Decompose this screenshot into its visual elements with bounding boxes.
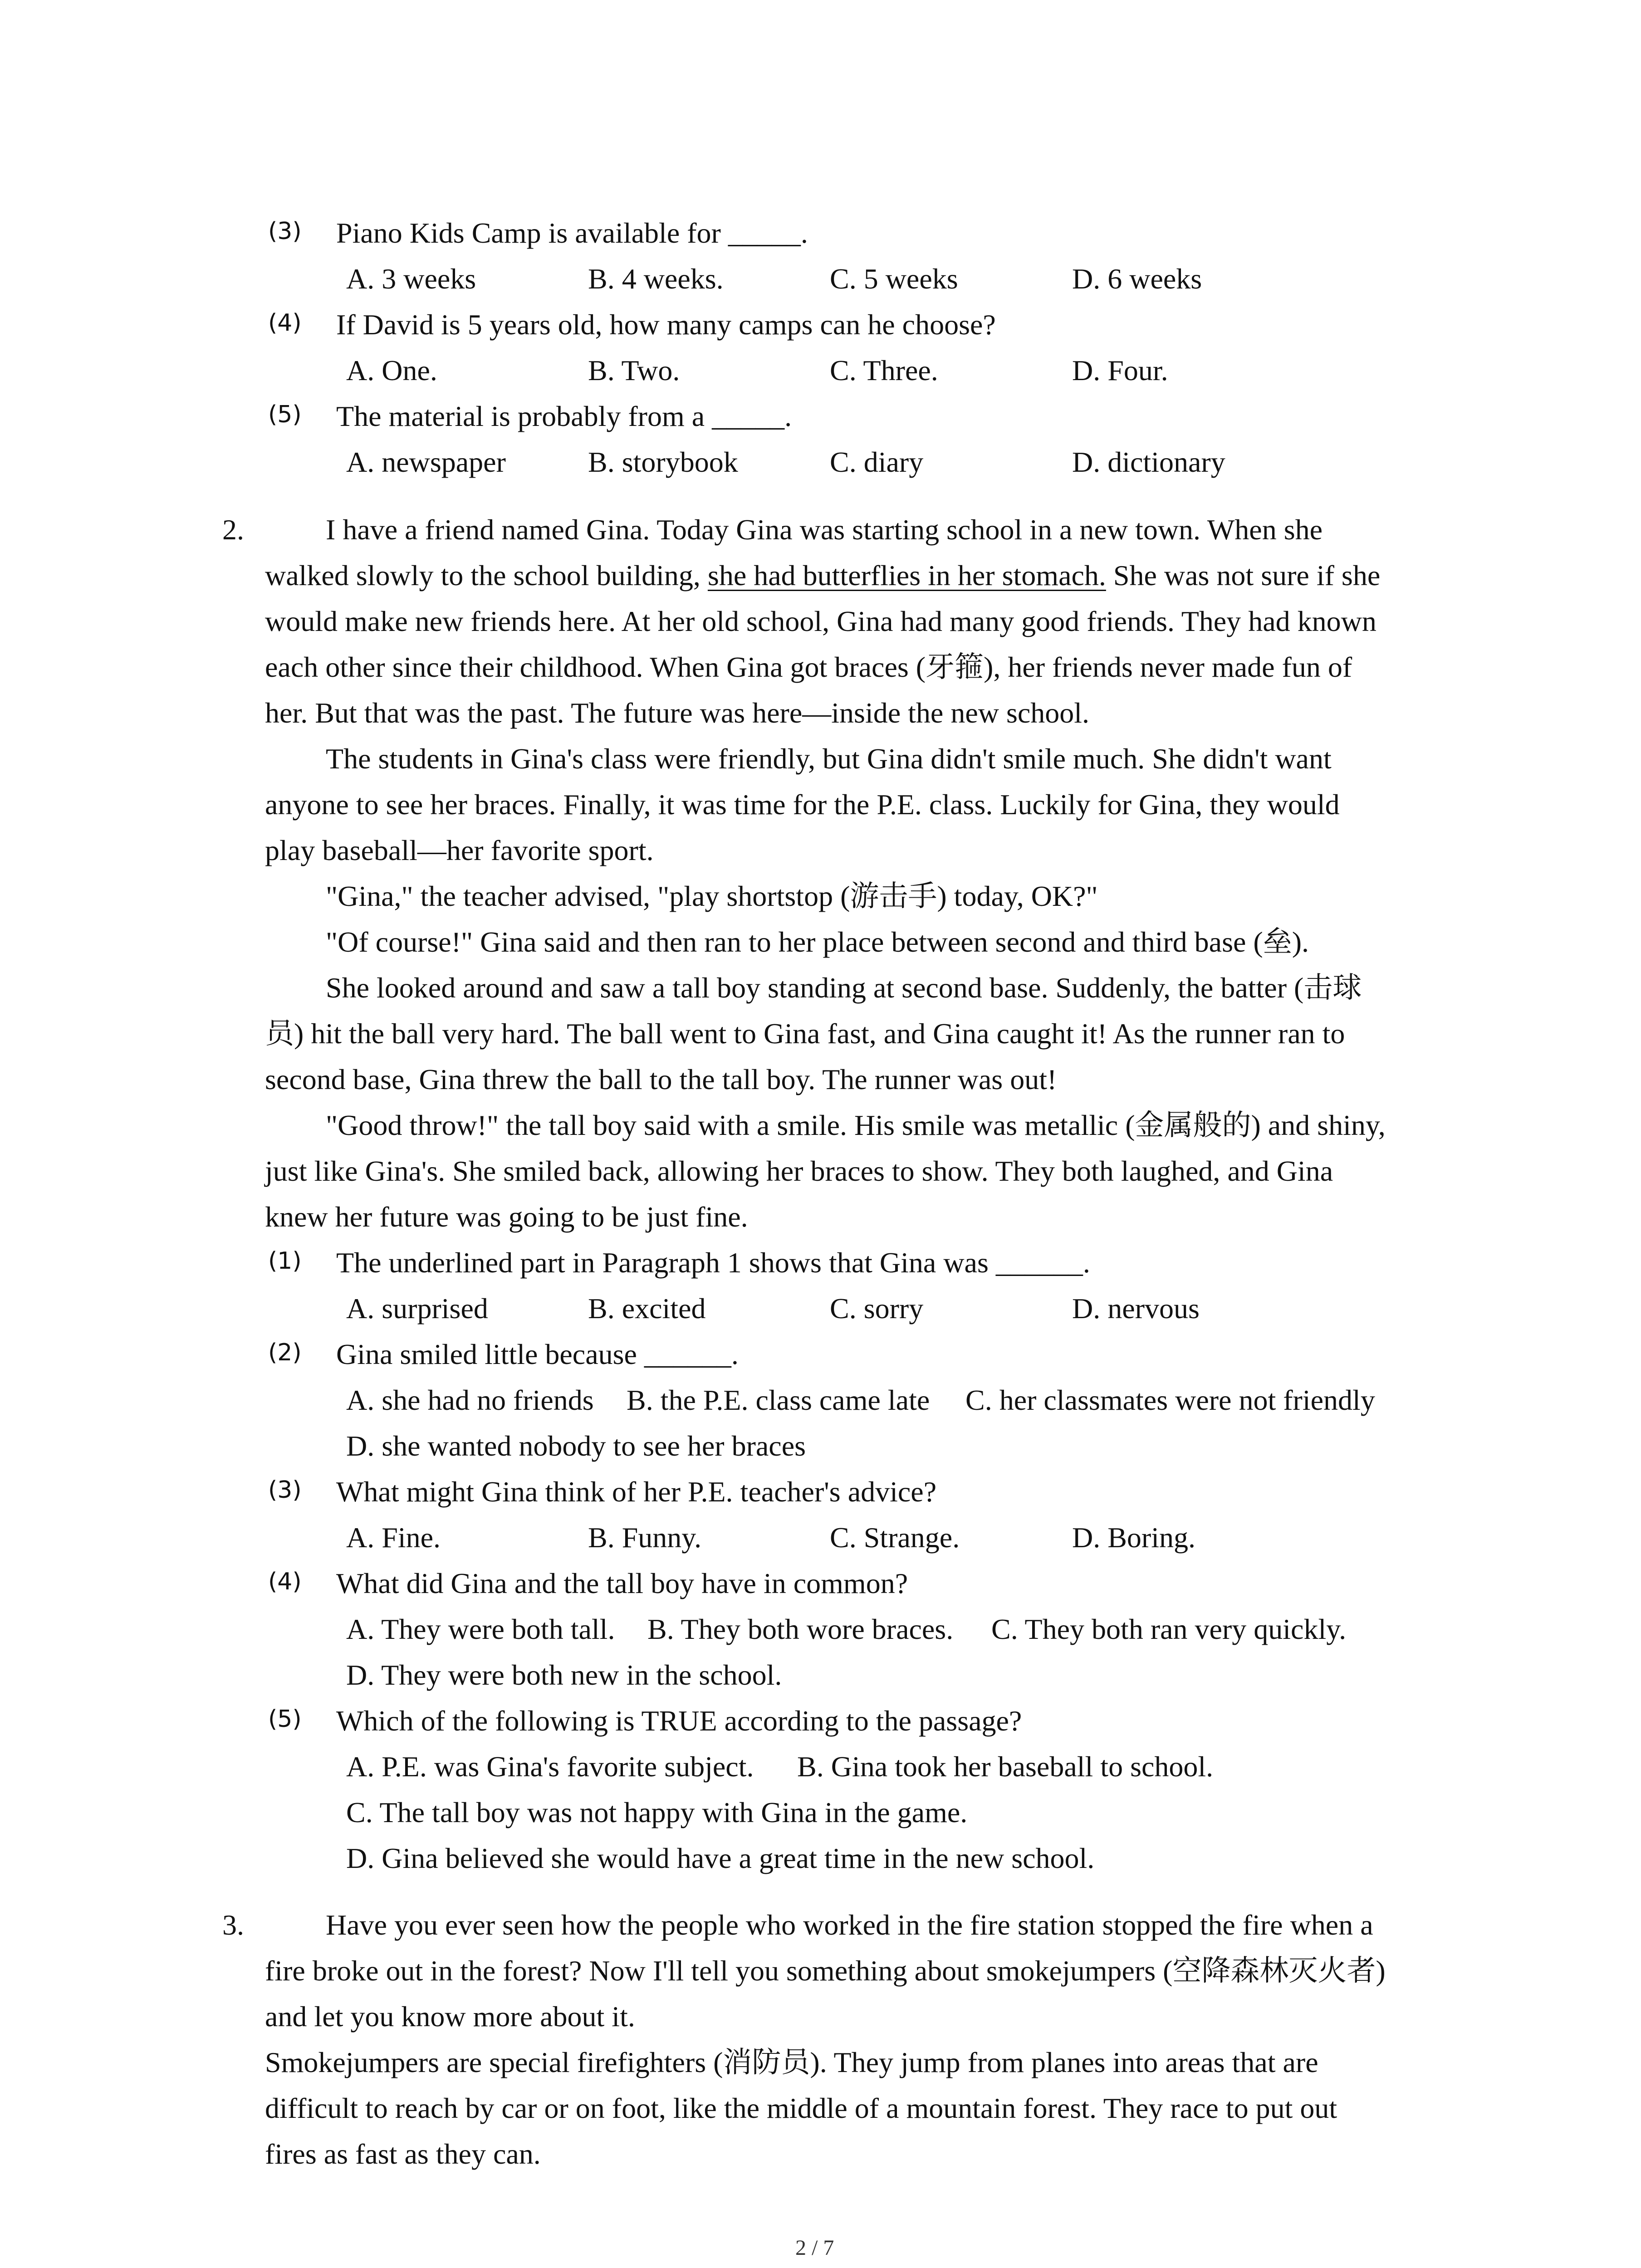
q2-passage-text: walked slowly to the school building, bbox=[265, 559, 708, 591]
q2-number: 2. bbox=[222, 513, 244, 546]
q1-item-3-number: (3) bbox=[268, 218, 302, 245]
q2-item-5-option-c: C. The tall boy was not happy with Gina in the game. bbox=[346, 1796, 968, 1828]
q2-item-1-option-b: B. excited bbox=[588, 1292, 706, 1325]
q2-item-2-option-a: A. she had no friends bbox=[346, 1384, 594, 1416]
q2-passage-line: her. But that was the past. The future was here—inside the new school. bbox=[265, 697, 1090, 729]
q2-item-5-option-b: B. Gina took her baseball to school. bbox=[797, 1750, 1214, 1783]
q2-passage-line: I have a friend named Gina. Today Gina was starting school in a new town. When she bbox=[326, 513, 1323, 546]
q2-item-4-number: (4) bbox=[268, 1568, 302, 1595]
q2-item-2-option-c: C. her classmates were not friendly bbox=[965, 1384, 1375, 1416]
q2-passage-line: "Good throw!" the tall boy said with a smile. His smile was metallic (金属般的) and shiny, bbox=[326, 1109, 1386, 1141]
q2-passage-line: second base, Gina threw the ball to the tall boy. The runner was out! bbox=[265, 1063, 1057, 1095]
q2-passage-line: The students in Gina's class were friendly, but Gina didn't smile much. She didn't want bbox=[326, 743, 1332, 775]
q1-item-5-option-a: A. newspaper bbox=[346, 446, 506, 478]
q1-item-4-option-b: B. Two. bbox=[588, 354, 680, 386]
q2-item-5-option-d: D. Gina believed she would have a great time in the new school. bbox=[346, 1842, 1095, 1874]
q1-item-4-option-c: C. Three. bbox=[830, 354, 938, 386]
q3-passage-line: fire broke out in the forest? Now I'll tell you something about smokejumpers (空降森林灭火者) bbox=[265, 1955, 1386, 1987]
q2-passage-line: 员) hit the ball very hard. The ball went to Gina fast, and Gina caught it! As the runner ran to bbox=[265, 1017, 1345, 1050]
q2-item-5-number: (5) bbox=[268, 1706, 302, 1733]
q1-item-3-stem: Piano Kids Camp is available for _____. bbox=[336, 217, 808, 249]
q1-item-5-option-c: C. diary bbox=[830, 446, 924, 478]
q2-passage-line: would make new friends here. At her old school, Gina had many good friends. They had known bbox=[265, 605, 1376, 637]
q2-item-3-number: (3) bbox=[268, 1476, 302, 1504]
q1-item-5-option-b: B. storybook bbox=[588, 446, 738, 478]
q2-item-1-option-c: C. sorry bbox=[830, 1292, 924, 1325]
q2-item-5-option-a: A. P.E. was Gina's favorite subject. bbox=[346, 1750, 754, 1783]
q1-item-5-stem: The material is probably from a _____. bbox=[336, 400, 792, 432]
q2-item-3-option-b: B. Funny. bbox=[588, 1521, 702, 1554]
q1-item-5-option-d: D. dictionary bbox=[1072, 446, 1225, 478]
q3-passage-line: and let you know more about it. bbox=[265, 2000, 635, 2033]
q1-item-3-option-d: D. 6 weeks bbox=[1072, 263, 1202, 295]
q2-passage-line: "Gina," the teacher advised, "play shortstop (游击手) today, OK?" bbox=[326, 880, 1098, 912]
q2-item-2-option-b: B. the P.E. class came late bbox=[627, 1384, 930, 1416]
q2-underlined-phrase: she had butterflies in her stomach. bbox=[707, 559, 1106, 591]
q3-passage-line: Smokejumpers are special firefighters (消防员). They jump from planes into areas that are bbox=[265, 2046, 1318, 2078]
q2-item-3-option-a: A. Fine. bbox=[346, 1521, 441, 1554]
q2-item-2-number: (2) bbox=[268, 1339, 302, 1366]
q2-item-4-option-b: B. They both wore braces. bbox=[647, 1613, 954, 1645]
q2-passage-line: anyone to see her braces. Finally, it was time for the P.E. class. Luckily for Gina, they would bbox=[265, 788, 1340, 821]
q1-item-4-option-d: D. Four. bbox=[1072, 354, 1168, 386]
q1-item-3-option-a: A. 3 weeks bbox=[346, 263, 476, 295]
q2-item-4-option-a: A. They were both tall. bbox=[346, 1613, 615, 1645]
q2-passage-line: knew her future was going to be just fine. bbox=[265, 1201, 748, 1233]
q2-item-2-option-d: D. she wanted nobody to see her braces bbox=[346, 1430, 806, 1462]
q2-passage-line: She looked around and saw a tall boy standing at second base. Suddenly, the batter (击球 bbox=[326, 972, 1362, 1004]
q2-item-4-option-c: C. They both ran very quickly. bbox=[991, 1613, 1347, 1645]
q2-item-1-number: (1) bbox=[268, 1247, 302, 1275]
q1-item-4-option-a: A. One. bbox=[346, 354, 437, 386]
q2-passage-line: "Of course!" Gina said and then ran to her place between second and third base (垒). bbox=[326, 926, 1309, 958]
q2-passage-line: just like Gina's. She smiled back, allowing her braces to show. They both laughed, and Gina bbox=[265, 1155, 1333, 1187]
q1-item-5-number: (5) bbox=[268, 401, 302, 428]
q2-item-1-stem: The underlined part in Paragraph 1 shows that Gina was ______. bbox=[336, 1246, 1090, 1279]
q2-item-3-option-c: C. Strange. bbox=[830, 1521, 960, 1554]
q1-item-4-number: (4) bbox=[268, 309, 302, 337]
q2-item-3-option-d: D. Boring. bbox=[1072, 1521, 1195, 1554]
q3-number: 3. bbox=[222, 1909, 244, 1941]
q1-item-3-option-b: B. 4 weeks. bbox=[588, 263, 724, 295]
q2-passage-line: each other since their childhood. When Gina got braces (牙箍), her friends never made fun of bbox=[265, 651, 1352, 683]
q2-passage-text: She was not sure if she bbox=[1106, 559, 1381, 591]
q2-item-4-stem: What did Gina and the tall boy have in common? bbox=[336, 1567, 908, 1599]
q2-passage-line: play baseball—her favorite sport. bbox=[265, 834, 654, 866]
q3-passage-line: difficult to reach by car or on foot, like the middle of a mountain forest. They race to put out bbox=[265, 2092, 1337, 2124]
q2-item-4-option-d: D. They were both new in the school. bbox=[346, 1659, 782, 1691]
q2-item-3-stem: What might Gina think of her P.E. teacher's advice? bbox=[336, 1476, 937, 1508]
q2-passage-line-underlined bbox=[265, 561, 1380, 590]
q2-item-1-option-d: D. nervous bbox=[1072, 1292, 1200, 1325]
q1-item-3-option-c: C. 5 weeks bbox=[830, 263, 958, 295]
q2-item-5-stem: Which of the following is TRUE according to the passage? bbox=[336, 1705, 1022, 1737]
page-number: 2 / 7 bbox=[795, 2236, 834, 2260]
q3-passage-line: fires as fast as they can. bbox=[265, 2138, 541, 2170]
q2-item-2-stem: Gina smiled little because ______. bbox=[336, 1338, 739, 1370]
q1-item-4-stem: If David is 5 years old, how many camps can he choose? bbox=[336, 308, 996, 341]
q2-item-1-option-a: A. surprised bbox=[346, 1292, 488, 1325]
q3-passage-line: Have you ever seen how the people who worked in the fire station stopped the fire when a bbox=[326, 1909, 1373, 1941]
